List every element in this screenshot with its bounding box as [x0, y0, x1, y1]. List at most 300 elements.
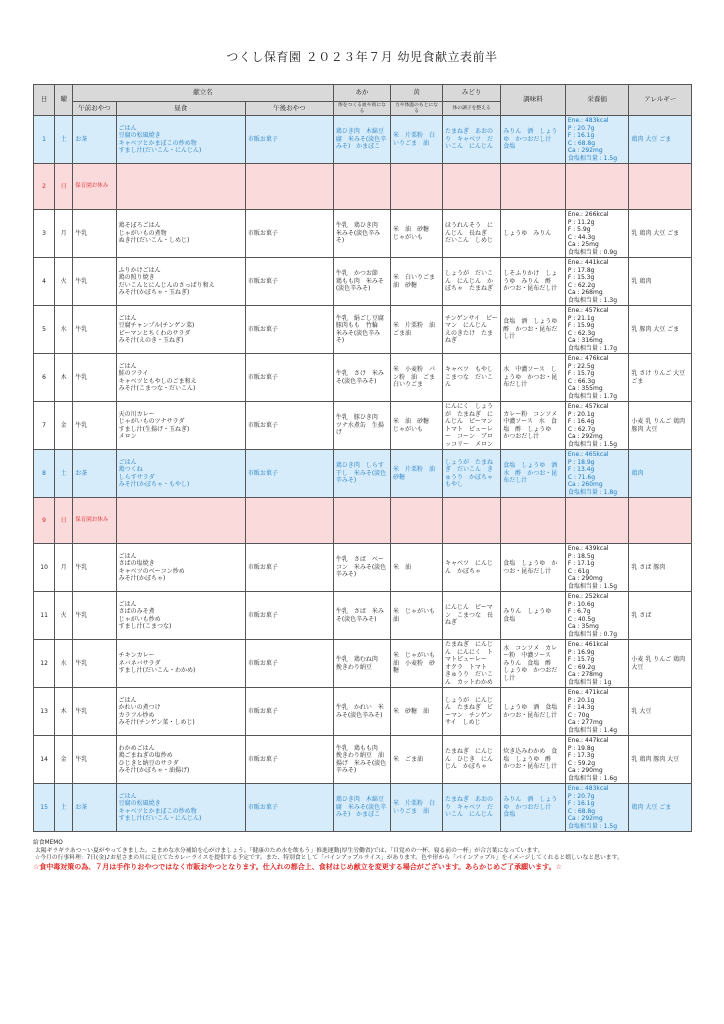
- header-menu: 献立名: [73, 85, 334, 102]
- allergy-cell: [629, 784, 692, 832]
- nutrition-value: F : 16.4g: [567, 418, 595, 426]
- yellow-group-cell: [391, 450, 443, 498]
- allergy-cell: [629, 640, 692, 688]
- lunch-dish: すまし汁(生揚げ・玉ねぎ): [118, 425, 190, 433]
- nutrition-cell: [565, 544, 629, 592]
- nutrition-value: 食塩相当量 : 1.8g: [567, 488, 618, 496]
- lunch-dish: みそ汁(かぼちゃ・玉ねぎ): [118, 289, 190, 297]
- pm-snack-cell: 市販お菓子: [245, 402, 333, 450]
- menu-row: [34, 164, 692, 210]
- lunch-dish: だいこんとにんじんのさっぱり和え: [118, 281, 215, 289]
- red-group-cell: [333, 688, 390, 736]
- nutrition-value: Ca : 292mg: [567, 815, 603, 823]
- nutrition-value: 食塩相当量 : 1.6g: [567, 774, 618, 782]
- day-cell: 7: [34, 402, 55, 450]
- lunch-dish: 鮭のフライ: [118, 370, 149, 378]
- menu-row: [34, 784, 692, 832]
- lunch-dish: さばのみそ煮: [118, 608, 155, 616]
- allergy-list: 鶏肉: [631, 469, 644, 477]
- day-cell: 1: [34, 116, 55, 164]
- nutrition-value: P : 11.2g: [567, 218, 595, 226]
- allergy-cell: [629, 402, 692, 450]
- seasoning-list: みりん 酒 しょうゆ かつおだし汁 食塩: [503, 128, 558, 151]
- lunch-cell: [116, 688, 245, 736]
- yellow-ingredients: 米 片栗粉 油 砂糖: [393, 466, 442, 481]
- menu-row: [34, 354, 692, 402]
- green-group-cell: [442, 402, 500, 450]
- green-group-cell: [442, 354, 500, 402]
- day-cell: 6: [34, 354, 55, 402]
- lunch-cell: [116, 544, 245, 592]
- nutrition-value: Ca : 355mg: [567, 385, 603, 393]
- allergy-cell: [629, 592, 692, 640]
- lunch-dish: すまし汁(だいこん・にんじん): [118, 147, 202, 155]
- nutrition-value: F : 15.7g: [567, 370, 595, 378]
- lunch-dish: キャベツとかまぼこの炒め物: [118, 807, 197, 815]
- header-red: あか: [333, 85, 390, 102]
- day-cell: 9: [34, 498, 55, 544]
- seasoning-list: しそふりかけ しょうゆ みりん 酢 かつお・昆布だし汁: [503, 270, 558, 293]
- nutrition-value: Ene.: 266kcal: [567, 211, 609, 219]
- lunch-dish: チキンカレー: [118, 652, 155, 660]
- header-nutrition: 栄養価: [565, 85, 629, 116]
- nutrition-cell: [565, 354, 629, 402]
- lunch-cell: [116, 784, 245, 832]
- empty-cell: [501, 498, 566, 544]
- nutrition-value: 食塩相当量 : 1.5g: [567, 822, 618, 830]
- nutrition-value: Ene.: 476kcal: [567, 355, 609, 363]
- yellow-ingredients: 米 片栗粉 白いりごま 油: [393, 800, 436, 815]
- nutrition-value: F : 14.3g: [567, 704, 595, 712]
- lunch-cell: [116, 450, 245, 498]
- nutrition-value: Ene.: 252kcal: [567, 593, 609, 601]
- red-group-cell: [333, 450, 390, 498]
- allergy-list: 乳 さば: [631, 611, 652, 619]
- lunch-dish: 豆腐の松風焼き: [118, 132, 161, 140]
- lunch-dish: ピーマンとちくわのサラダ: [118, 329, 191, 337]
- nutrition-value: C : 69.2g: [567, 663, 596, 671]
- header-allergy: アレルギー: [629, 85, 692, 116]
- header-red-sub: 体をつくる血や肉になる: [333, 102, 390, 116]
- lunch-dish: しらすサラダ: [118, 473, 155, 481]
- lunch-dish: じゃがいもの煮物: [118, 229, 167, 237]
- lunch-dish: すまし汁(だいこん・わかめ): [118, 667, 196, 675]
- seasoning-cell: [501, 210, 566, 258]
- nutrition-value: F : 15.3g: [567, 274, 595, 282]
- lunch-dish: ごはん: [118, 362, 137, 370]
- nutrition-value: 食塩相当量 : 1.5g: [567, 154, 618, 162]
- nutrition-value: F : 15.9g: [567, 322, 595, 330]
- pm-snack-cell: 市販お菓子: [245, 306, 333, 354]
- nutrition-value: C : 59.2g: [567, 759, 596, 767]
- seasoning-cell: [501, 402, 566, 450]
- empty-cell: [245, 498, 333, 544]
- nutrition-value: Ene.: 483kcal: [567, 117, 609, 125]
- red-group-cell: [333, 736, 390, 784]
- lunch-dish: ごはん: [118, 696, 137, 704]
- nutrition-value: Ene.: 461kcal: [567, 641, 609, 649]
- nutrition-value: 食塩相当量 : 1.3g: [567, 296, 618, 304]
- memo-line: 太陽ギラギラあつ～い夏がやってきました。こまめな水分補給を心がけましょう。「健康のため水を飲もう」推進運動(厚生労働省)では、「目覚めの一杯、寝る前の一杯」が合言葉になっています。: [35, 847, 544, 854]
- green-ingredients: キャベツ もやし こまつな だいこん: [444, 366, 499, 389]
- nutrition-cell: [565, 736, 629, 784]
- lunch-dish: かれいの煮つけ: [118, 704, 161, 712]
- nutrition-cell: [565, 688, 629, 736]
- empty-cell: [629, 498, 692, 544]
- pm-snack-cell: 市販お菓子: [245, 640, 333, 688]
- lunch-cell: [116, 116, 245, 164]
- lunch-dish: すまし汁(こまつな): [118, 623, 172, 631]
- header-yellow: 黄: [391, 85, 443, 102]
- allergy-list: 乳 豚肉 大豆 ごま: [631, 325, 680, 333]
- yellow-ingredients: 米 小麦粉 パン粉 油 ごま 白いりごま: [393, 366, 442, 389]
- seasoning-cell: [501, 450, 566, 498]
- day-cell: 3: [34, 210, 55, 258]
- red-ingredients: 牛乳 さば ベーコン 米みそ(淡色辛みそ): [335, 556, 387, 579]
- nutrition-cell: [565, 592, 629, 640]
- yellow-group-cell: [391, 736, 443, 784]
- lunch-cell: [116, 402, 245, 450]
- lunch-dish: 豆腐チャンプル(チンゲン菜): [118, 322, 195, 330]
- yellow-ingredients: 米 じゃがいも 油: [393, 608, 442, 623]
- empty-cell: [565, 498, 629, 544]
- nutrition-value: Ene.: 457kcal: [567, 307, 609, 315]
- am-snack-cell: 牛乳: [73, 402, 116, 450]
- nutrition-value: C : 62.3g: [567, 329, 596, 337]
- lunch-dish: ごはん: [118, 600, 137, 608]
- green-group-cell: [442, 306, 500, 354]
- nutrition-value: Ca : 278mg: [567, 671, 603, 679]
- dow-cell: 金: [55, 736, 73, 784]
- red-ingredients: 牛乳 かれい 米みそ(淡色辛みそ): [335, 704, 384, 719]
- green-ingredients: しょうが たまねぎ だいこん きゅうり かぼちゃ もやし: [444, 458, 499, 489]
- nutrition-value: Ca : 277mg: [567, 719, 603, 727]
- allergy-list: 乳 鶏肉 大豆 ごま: [631, 229, 680, 237]
- green-group-cell: [442, 688, 500, 736]
- nutrition-cell: [565, 210, 629, 258]
- lunch-dish: 天の川カレー: [118, 410, 155, 418]
- empty-cell: [333, 164, 390, 210]
- dow-cell: 月: [55, 544, 73, 592]
- dow-cell: 日: [55, 164, 73, 210]
- lunch-dish: カラフル炒め: [118, 711, 155, 719]
- allergy-cell: [629, 688, 692, 736]
- allergy-cell: [629, 116, 692, 164]
- nutrition-value: F : 17.3g: [567, 752, 595, 760]
- yellow-group-cell: [391, 306, 443, 354]
- seasoning-cell: [501, 592, 566, 640]
- seasoning-list: 水 中濃ソース しょうゆ かつお・昆布だし汁: [503, 366, 558, 389]
- lunch-cell: [116, 592, 245, 640]
- dow-cell: 土: [55, 450, 73, 498]
- nutrition-value: P : 20.7g: [567, 124, 595, 132]
- lunch-dish: みそ汁(チンゲン菜・しめじ): [118, 719, 195, 727]
- lunch-dish: 鶏の照り焼き: [118, 274, 155, 282]
- green-group-cell: [442, 592, 500, 640]
- am-snack-cell: 牛乳: [73, 354, 116, 402]
- lunch-dish: わかめごはん: [118, 744, 155, 752]
- day-cell: 8: [34, 450, 55, 498]
- lunch-cell: [116, 354, 245, 402]
- lunch-dish: みそ汁(こまつな・だいこん): [118, 385, 196, 393]
- allergy-cell: [629, 450, 692, 498]
- menu-row: [34, 210, 692, 258]
- red-ingredients: 牛乳 鶏むね肉 挽きわり納豆: [335, 656, 384, 671]
- nutrition-value: Ene.: 471kcal: [567, 689, 609, 697]
- lunch-dish: さばの塩焼き: [118, 560, 155, 568]
- yellow-ingredients: 米 ごま油: [393, 755, 424, 763]
- lunch-dish: じゃがいものツナサラダ: [118, 418, 185, 426]
- dow-cell: 水: [55, 640, 73, 688]
- lunch-cell: [116, 258, 245, 306]
- menu-body: [34, 116, 692, 832]
- seasoning-cell: [501, 354, 566, 402]
- nutrition-value: 食塩相当量 : 0.9g: [567, 248, 618, 256]
- memo-title: 給食MEMO: [33, 840, 63, 846]
- page-title: つくし保育園 ２０２３年７月 幼児食献立表前半: [226, 50, 498, 64]
- yellow-group-cell: [391, 354, 443, 402]
- green-ingredients: キャベツ にんじん かぼちゃ: [444, 560, 493, 575]
- allergy-list: 鶏肉 大豆 ごま: [631, 803, 672, 811]
- empty-cell: [629, 164, 692, 210]
- header-lunch: 昼食: [116, 102, 245, 116]
- green-ingredients: たまねぎ にんじん にんにく トマトピューレー オクラ トマト きゅうり だいこん カットわかめ: [444, 641, 493, 686]
- nutrition-value: 食塩相当量 : 1g: [567, 678, 612, 686]
- red-ingredients: 牛乳 さけ 米みそ(淡色辛みそ): [335, 370, 384, 385]
- red-group-cell: [333, 306, 390, 354]
- yellow-ingredients: 米 砂糖 油: [393, 707, 430, 715]
- lunch-dish: みそ汁(かぼちゃ・油揚げ): [118, 767, 190, 775]
- lunch-dish: ごはん: [118, 792, 137, 800]
- dow-cell: 木: [55, 688, 73, 736]
- dow-cell: 木: [55, 354, 73, 402]
- day-cell: 15: [34, 784, 55, 832]
- nutrition-value: C : 68.8g: [567, 139, 596, 147]
- nutrition-value: 食塩相当量 : 1.7g: [567, 392, 618, 400]
- red-group-cell: [333, 116, 390, 164]
- seasoning-list: しょうゆ みりん: [503, 229, 552, 237]
- red-group-cell: [333, 592, 390, 640]
- green-group-cell: [442, 116, 500, 164]
- lunch-cell: [116, 640, 245, 688]
- am-snack-cell: お茶: [73, 784, 116, 832]
- day-cell: 13: [34, 688, 55, 736]
- allergy-list: 乳 さば 豚肉: [631, 563, 666, 571]
- lunch-dish: キャベツのベーコン炒め: [118, 567, 185, 575]
- green-group-cell: [442, 210, 500, 258]
- red-ingredients: 牛乳 さば 米みそ(淡色辛みそ): [335, 608, 384, 623]
- nutrition-value: 食塩相当量 : 1.7g: [567, 344, 618, 352]
- pm-snack-cell: 市販お菓子: [245, 450, 333, 498]
- am-snack-cell: 牛乳: [73, 640, 116, 688]
- nutrition-value: 食塩相当量 : 1.4g: [567, 726, 618, 734]
- seasoning-cell: [501, 640, 566, 688]
- green-group-cell: [442, 544, 500, 592]
- day-cell: 14: [34, 736, 55, 784]
- lunch-cell: [116, 210, 245, 258]
- yellow-group-cell: [391, 640, 443, 688]
- green-ingredients: たまねぎ あおのり キャベツ だいこん にんじん: [444, 128, 493, 151]
- lunch-dish: ふりかけごはん: [118, 266, 161, 274]
- green-group-cell: [442, 640, 500, 688]
- lunch-dish: ごはん: [118, 124, 137, 132]
- menu-row: [34, 592, 692, 640]
- nutrition-value: C : 40.5g: [567, 615, 596, 623]
- green-group-cell: [442, 450, 500, 498]
- nutrition-value: Ca : 268mg: [567, 289, 603, 297]
- lunch-dish: すまし汁(だいこん・にんじん): [118, 815, 202, 823]
- lunch-cell: [116, 306, 245, 354]
- nutrition-value: P : 20.7g: [567, 792, 595, 800]
- yellow-group-cell: [391, 784, 443, 832]
- am-snack-cell: 牛乳: [73, 210, 116, 258]
- nutrition-value: Ene.: 465kcal: [567, 451, 609, 459]
- lunch-dish: みそ汁(えのき・玉ねぎ): [118, 337, 184, 345]
- nutrition-cell: [565, 306, 629, 354]
- nutrition-value: P : 22.5g: [567, 362, 595, 370]
- seasoning-list: みりん しょうゆ 食塩: [503, 608, 558, 623]
- seasoning-list: 水 コンソメ カレー粉 中濃ソース みりん 食塩 酢 しょうゆ かつおだし汁: [503, 644, 558, 682]
- day-cell: 12: [34, 640, 55, 688]
- green-ingredients: たまねぎ にんじん ひじき にんじん かぼちゃ: [444, 748, 493, 771]
- pm-snack-cell: 市販お菓子: [245, 592, 333, 640]
- pm-snack-cell: 市販お菓子: [245, 688, 333, 736]
- lunch-dish: 鶏そぼろごはん: [118, 222, 161, 230]
- yellow-group-cell: [391, 258, 443, 306]
- red-group-cell: [333, 784, 390, 832]
- red-ingredients: 鶏ひき肉 木綿豆腐 米みそ(淡色辛みそ) かまぼこ: [335, 128, 387, 151]
- menu-row: [34, 736, 692, 784]
- empty-cell: [391, 164, 443, 210]
- lunch-dish: ひじきと納豆のサラダ: [118, 759, 179, 767]
- allergy-cell: [629, 306, 692, 354]
- nutrition-value: 食塩相当量 : 1.5g: [567, 582, 618, 590]
- menu-row: [34, 688, 692, 736]
- empty-cell: [116, 164, 245, 210]
- seasoning-cell: [501, 258, 566, 306]
- lunch-dish: じゃがいも炒め: [118, 615, 161, 623]
- am-snack-cell: 牛乳: [73, 736, 116, 784]
- lunch-dish: 鶏つくね: [118, 466, 143, 474]
- nutrition-value: Ene.: 483kcal: [567, 785, 609, 793]
- pm-snack-cell: 市販お菓子: [245, 258, 333, 306]
- dow-cell: 火: [55, 592, 73, 640]
- green-ingredients: チンゲンサイ ピーマン にんじん えのきたけ たまねぎ: [444, 314, 498, 345]
- empty-cell: [501, 164, 566, 210]
- nutrition-value: C : 61g: [567, 567, 590, 575]
- nutrition-value: C : 62.2g: [567, 281, 596, 289]
- lunch-dish: 豆腐の松風焼き: [118, 800, 161, 808]
- lunch-dish: メロン: [118, 433, 137, 441]
- red-group-cell: [333, 210, 390, 258]
- nutrition-cell: [565, 402, 629, 450]
- allergy-list: 乳 鶏肉 豚肉 大豆: [631, 755, 680, 763]
- yellow-ingredients: 米 白いりごま 油 砂糖: [393, 274, 442, 289]
- yellow-group-cell: [391, 116, 443, 164]
- allergy-cell: [629, 210, 692, 258]
- dow-cell: 火: [55, 258, 73, 306]
- memo-section: [33, 840, 692, 872]
- allergy-cell: [629, 544, 692, 592]
- red-ingredients: 牛乳 豚ひき肉 ツナ水煮缶 生揚げ: [335, 414, 384, 437]
- lunch-dish: みそ汁(かぼちゃ): [118, 575, 166, 583]
- nutrition-value: Ca : 292mg: [567, 147, 603, 155]
- dow-cell: 月: [55, 210, 73, 258]
- menu-row: [34, 258, 692, 306]
- yellow-group-cell: [391, 592, 443, 640]
- header-day: 日: [34, 85, 55, 116]
- allergy-list: 乳 鶏肉: [631, 277, 652, 285]
- yellow-ingredients: 米 油 砂糖 じゃがいも: [393, 226, 436, 241]
- nutrition-value: P : 18.9g: [567, 458, 595, 466]
- dow-cell: 日: [55, 498, 73, 544]
- nutrition-value: P : 17.8g: [567, 266, 595, 274]
- holiday-note: 保育園お休み: [73, 498, 116, 544]
- lunch-dish: ぬき汁(だいこん・しめじ): [118, 237, 190, 245]
- header-pm-snack: 午後おやつ: [245, 102, 333, 116]
- am-snack-cell: 牛乳: [73, 258, 116, 306]
- green-group-cell: [442, 784, 500, 832]
- header-yellow-sub: 力や体温のもとになる: [391, 102, 443, 116]
- nutrition-value: F : 15.7g: [567, 656, 595, 664]
- yellow-ingredients: 米 油 砂糖 じゃがいも: [393, 418, 436, 433]
- empty-cell: [116, 498, 245, 544]
- menu-row: [34, 116, 692, 164]
- nutrition-value: C : 66.3g: [567, 377, 596, 385]
- dow-cell: 金: [55, 402, 73, 450]
- nutrition-value: F : 13.4g: [567, 466, 595, 474]
- seasoning-list: カレー粉 コンソメ 中濃ソース 水 食塩 酢 しょうゆ かつおだし汁: [503, 410, 564, 441]
- lunch-dish: 鶏ごまねぎの塩炒め: [118, 752, 173, 760]
- am-snack-cell: 牛乳: [73, 544, 116, 592]
- nutrition-value: P : 21.1g: [567, 314, 595, 322]
- nutrition-value: C : 62.7g: [567, 425, 596, 433]
- nutrition-cell: [565, 258, 629, 306]
- am-snack-cell: 牛乳: [73, 688, 116, 736]
- day-cell: 4: [34, 258, 55, 306]
- menu-row: [34, 306, 692, 354]
- red-ingredients: 牛乳 鶏もも肉 挽きわり納豆 油揚げ 米みそ(淡色辛みそ): [335, 744, 387, 775]
- red-group-cell: [333, 258, 390, 306]
- yellow-ingredients: 米 油: [393, 563, 412, 571]
- seasoning-cell: [501, 116, 566, 164]
- nutrition-value: C : 44.3g: [567, 233, 596, 241]
- am-snack-cell: 牛乳: [73, 592, 116, 640]
- header-dow: 曜: [55, 85, 73, 116]
- nutrition-value: P : 19.8g: [567, 744, 595, 752]
- seasoning-cell: [501, 306, 566, 354]
- red-ingredients: 鶏ひき肉 木綿豆腐 米みそ(淡色辛みそ) かまぼこ: [335, 796, 387, 819]
- header-am-snack: 午前おやつ: [73, 102, 116, 116]
- lunch-dish: キャベツともやしのごま和え: [118, 377, 197, 385]
- menu-row: [34, 402, 692, 450]
- allergy-list: 鶏肉 大豆 ごま: [631, 135, 672, 143]
- red-ingredients: 牛乳 鶏ひき肉 米みそ(淡色辛みそ): [335, 222, 384, 245]
- day-cell: 10: [34, 544, 55, 592]
- lunch-cell: [116, 736, 245, 784]
- seasoning-cell: [501, 688, 566, 736]
- pm-snack-cell: 市販お菓子: [245, 354, 333, 402]
- lunch-dish: ネバネバサラダ: [118, 659, 161, 667]
- red-group-cell: [333, 402, 390, 450]
- nutrition-value: 食塩相当量 : 1.5g: [567, 440, 618, 448]
- nutrition-value: 食塩相当量 : 0.7g: [567, 630, 618, 638]
- menu-row: [34, 450, 692, 498]
- seasoning-list: 食塩 しょうゆ かつお・昆布だし汁: [503, 560, 558, 575]
- menu-table: [33, 84, 692, 832]
- nutrition-value: P : 20.1g: [567, 696, 595, 704]
- day-cell: 2: [34, 164, 55, 210]
